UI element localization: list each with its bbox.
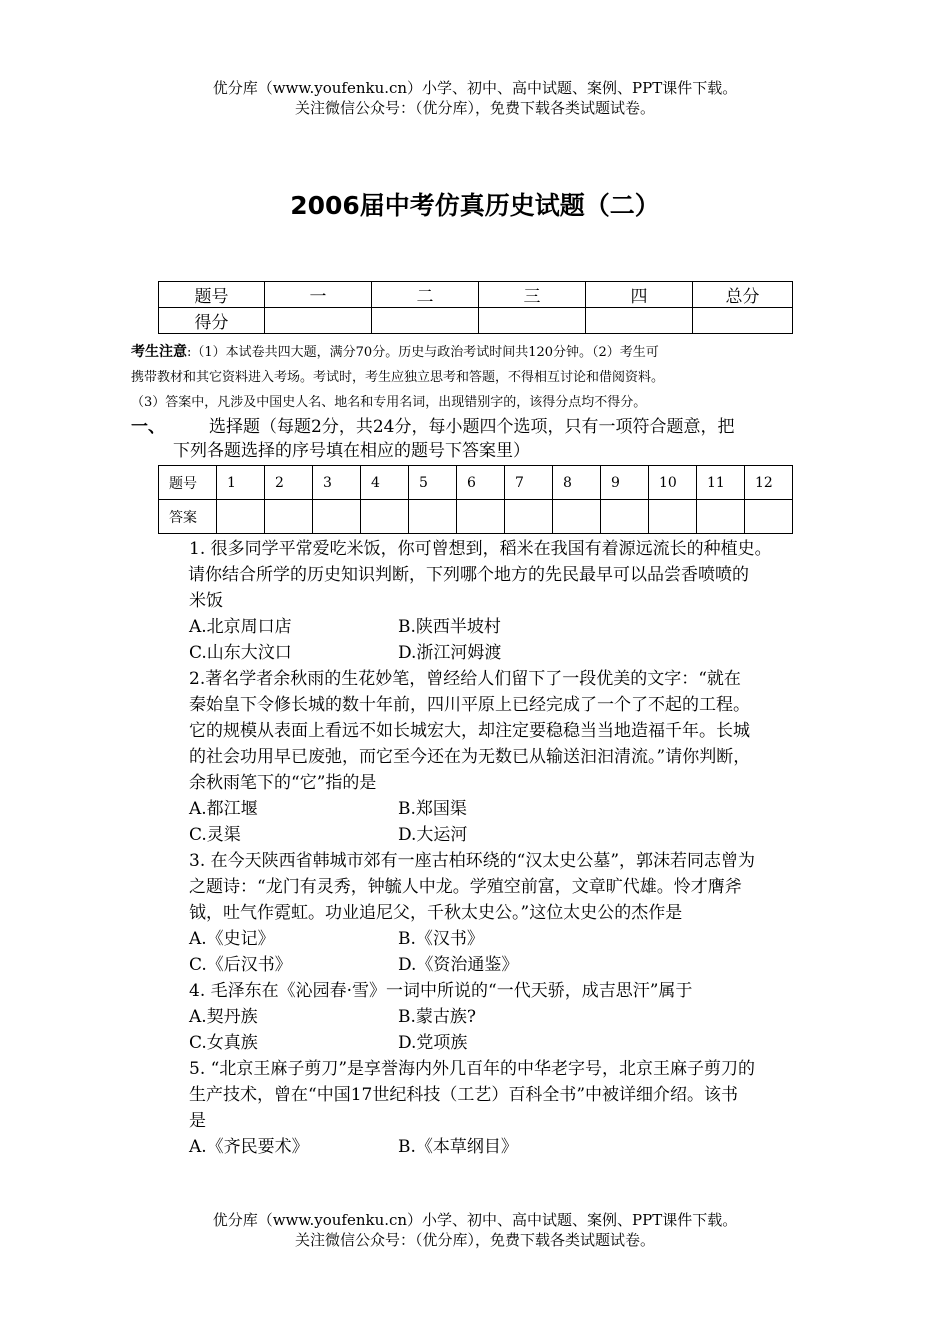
question-2-options (189, 796, 839, 822)
option-b: B.蒙古族? (398, 1007, 477, 1027)
question-3-line: 钺，吐气作霓虹。功业追尼父，千秋太史公。”这位太史公的杰作是 (189, 903, 683, 923)
page-title: 2006届中考仿真历史试题（二） (290, 191, 660, 220)
answer-table-number: 10 (649, 466, 697, 500)
question-1-options (189, 614, 839, 640)
footer-line-2: 关注微信公众号：（优分库），免费下载各类试题试卷。 (294, 1231, 655, 1249)
answer-table-label: 答案 (159, 500, 217, 534)
answer-cell (601, 500, 649, 534)
answer-table-number: 11 (697, 466, 745, 500)
question-1-line: 1. 很多同学平常爱吃米饭，你可曾想到，稻米在我国有着源远流长的种植史。 (189, 539, 772, 559)
score-table-header-row (159, 282, 793, 308)
option-a: A.北京周口店 (189, 617, 292, 637)
question-2-options (189, 822, 839, 848)
answer-table-header-row (159, 466, 793, 500)
answer-table-number: 6 (457, 466, 505, 500)
section-instruction-2: 下列各题选择的序号填在相应的题号下答案里） (173, 441, 530, 461)
option-b: B.《汉书》 (398, 929, 484, 949)
option-b: B.《本草纲目》 (398, 1137, 518, 1157)
answer-table-number: 4 (361, 466, 409, 500)
score-table-blank (372, 308, 479, 334)
answer-table-number: 12 (745, 466, 793, 500)
option-c: C.《后汉书》 (189, 955, 292, 975)
answer-table-number: 1 (217, 466, 265, 500)
notice-line-3: （3）答案中，凡涉及中国史人名、地名和专用名词，出现错别字的，该得分点均不得分。 (131, 395, 647, 410)
answer-table-number: 5 (409, 466, 457, 500)
question-3-line: 3. 在今天陕西省韩城市郊有一座古柏环绕的“汉太史公墓”，郭沫若同志曾为 (189, 851, 756, 871)
option-d: D.《资治通鉴》 (398, 955, 519, 975)
answer-table-number: 7 (505, 466, 553, 500)
option-c: C.山东大汶口 (189, 643, 292, 663)
option-a: A.《齐民要术》 (189, 1137, 309, 1157)
score-table-cell: 二 (372, 282, 479, 308)
question-2-line: 它的规模从表面上看远不如长城宏大，却注定要稳稳当当地造福千年。长城 (189, 721, 750, 741)
question-3-options (189, 926, 839, 952)
score-table (158, 281, 793, 334)
answer-cell (697, 500, 745, 534)
option-c: C.灵渠 (189, 825, 241, 845)
option-a: A.都江堰 (189, 799, 258, 819)
answer-cell (265, 500, 313, 534)
question-3-options (189, 952, 839, 978)
answer-table (158, 465, 793, 534)
header-line-2: 关注微信公众号：（优分库），免费下载各类试题试卷。 (294, 99, 655, 117)
score-table-blank (479, 308, 586, 334)
question-1-line: 米饭 (189, 591, 223, 611)
option-c: C.女真族 (189, 1033, 258, 1053)
question-2-line: 2.著名学者余秋雨的生花妙笔，曾经给人们留下了一段优美的文字：“就在 (189, 669, 741, 689)
score-table-cell: 一 (265, 282, 372, 308)
questions (189, 536, 839, 1160)
option-b: B.郑国渠 (398, 799, 467, 819)
answer-cell (505, 500, 553, 534)
section-number: 一、 (131, 417, 165, 437)
answer-table-number: 9 (601, 466, 649, 500)
answer-table-label: 题号 (159, 466, 217, 500)
score-table-score-row (159, 308, 793, 334)
section-one-heading (131, 415, 821, 463)
answer-cell (457, 500, 505, 534)
question-2-line: 余秋雨笔下的“它”指的是 (189, 773, 377, 793)
answer-cell (313, 500, 361, 534)
answer-cell (649, 500, 697, 534)
notice-line-1 (131, 340, 821, 365)
score-table-blank (586, 308, 693, 334)
question-4-options (189, 1030, 839, 1056)
answer-cell (409, 500, 457, 534)
score-table-blank (265, 308, 372, 334)
score-table-cell: 总分 (693, 282, 793, 308)
question-1-line: 请你结合所学的历史知识判断，下列哪个地方的先民最早可以品尝香喷喷的 (188, 565, 749, 585)
option-a: A.《史记》 (189, 929, 275, 949)
score-table-cell: 题号 (159, 282, 265, 308)
score-table-cell: 得分 (159, 308, 265, 334)
option-d: D.浙江河姆渡 (398, 643, 502, 663)
score-table-cell: 四 (586, 282, 693, 308)
header-line-1: 优分库（www.youfenku.cn）小学、初中、高中试题、案例、PPT课件下载。 (212, 79, 738, 97)
question-2-line: 的社会功用早已废弛，而它至今还在为无数已从输送汩汩清流。”请你判断， (189, 747, 751, 767)
option-b: B.陕西半坡村 (398, 617, 501, 637)
question-2-line: 秦始皇下令修长城的数十年前，四川平原上已经完成了一个了不起的工程。 (189, 695, 750, 715)
question-3-line: 之题诗：“龙门有灵秀，钟毓人中龙。学殖空前富，文章旷代雄。怜才膺斧 (189, 877, 742, 897)
question-5-line: 5. “北京王麻子剪刀”是享誉海内外几百年的中华老字号，北京王麻子剪刀的 (189, 1059, 756, 1079)
question-1-options (189, 640, 839, 666)
score-table-blank (693, 308, 793, 334)
answer-cell (217, 500, 265, 534)
question-5-line: 是 (189, 1111, 206, 1131)
question-5-line: 生产技术，曾在“中国17世纪科技（工艺）百科全书”中被详细介绍。该书 (189, 1085, 739, 1105)
answer-table-number: 3 (313, 466, 361, 500)
section-instruction-1: 选择题（每题2分，共24分，每小题四个选项，只有一项符合题意，把 (209, 417, 735, 437)
notice-label: 考生注意 (131, 344, 187, 360)
option-d: D.大运河 (398, 825, 468, 845)
question-4-options (189, 1004, 839, 1030)
option-d: D.党项族 (398, 1033, 468, 1053)
answer-table-answer-row (159, 500, 793, 534)
answer-table-number: 2 (265, 466, 313, 500)
question-4-line: 4. 毛泽东在《沁园春·雪》一词中所说的“一代天骄，成吉思汗”属于 (189, 981, 693, 1001)
exam-notice (131, 340, 821, 415)
notice-text: :（1）本试卷共四大题，满分70分。历史与政治考试时间共120分钟。（2）考生可 (187, 345, 659, 360)
footer-line-1: 优分库（www.youfenku.cn）小学、初中、高中试题、案例、PPT课件下载。 (212, 1211, 738, 1229)
option-a: A.契丹族 (189, 1007, 258, 1027)
answer-cell (553, 500, 601, 534)
answer-cell (361, 500, 409, 534)
answer-cell (745, 500, 793, 534)
answer-table-number: 8 (553, 466, 601, 500)
score-table-cell: 三 (479, 282, 586, 308)
notice-line-2: 携带教材和其它资料进入考场。考试时，考生应独立思考和答题，不得相互讨论和借阅资料。 (131, 370, 665, 385)
question-5-options (189, 1134, 839, 1160)
